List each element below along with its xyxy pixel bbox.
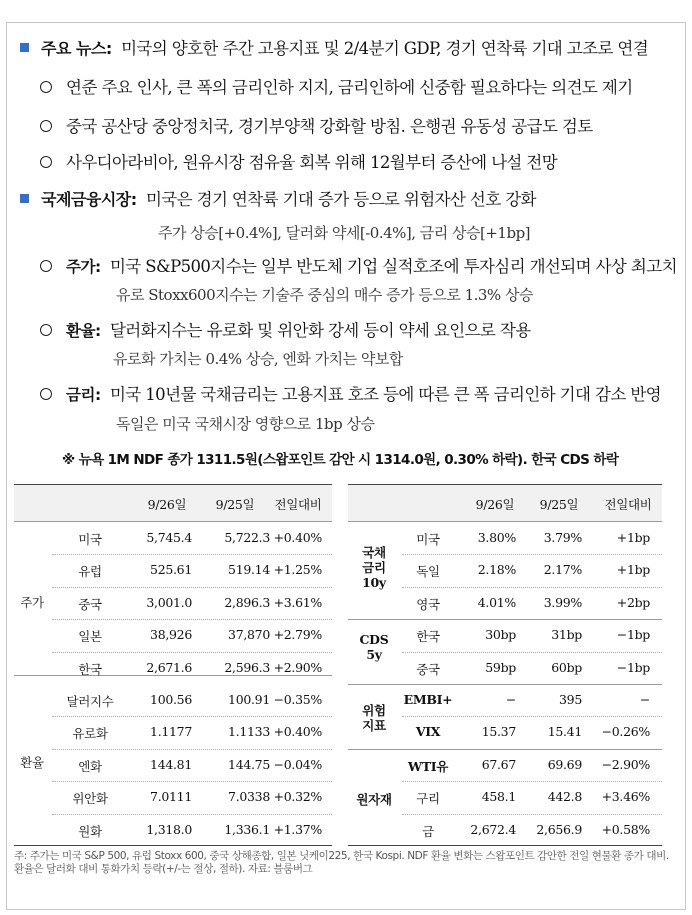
- right-market-table: [348, 484, 662, 846]
- value-date-2: 2.17%: [543, 562, 582, 578]
- market-item-label: 금리:: [66, 386, 101, 404]
- value-change: +0.32%: [273, 789, 322, 805]
- value-date-1: 67.67: [481, 756, 516, 772]
- table-row: [14, 554, 332, 586]
- market-row: [20, 189, 536, 211]
- value-change: −: [639, 692, 650, 707]
- value-change: +0.58%: [601, 821, 650, 837]
- group-risk: 위험 지표: [362, 703, 386, 733]
- value-change: +2bp: [616, 594, 650, 610]
- market-item-detail: 독일은 미국 국채시장 영향으로 1bp 상승: [116, 415, 375, 433]
- market-summary: 주가 상승[+0.4%], 달러화 약세[-0.4%], 금리 상승[+1bp]: [158, 224, 531, 242]
- value-change: −0.26%: [601, 724, 650, 740]
- value-date-2: 395: [559, 692, 582, 707]
- header-date-1: 9/26일: [147, 497, 187, 512]
- value-date-2: 519.14: [228, 562, 270, 578]
- value-change: −0.04%: [273, 756, 322, 772]
- table-row: [348, 684, 662, 716]
- market-item-fx: [40, 320, 531, 342]
- value-date-2: 37,870: [228, 627, 270, 643]
- value-change: −1bp: [616, 627, 650, 643]
- table-row: [14, 749, 332, 781]
- table-row: [14, 652, 332, 684]
- value-date-1: 4.01%: [477, 594, 516, 610]
- value-date-1: 1.1177: [150, 724, 192, 740]
- value-change: +3.61%: [273, 594, 322, 610]
- row-label: 일본: [78, 629, 102, 645]
- row-label: 미국: [416, 532, 440, 547]
- headline-bullet: [40, 152, 557, 174]
- value-date-1: 3.80%: [477, 530, 516, 545]
- row-label: EMBI+: [403, 692, 453, 707]
- value-date-1: 2,671.6: [146, 659, 192, 675]
- table-row: [14, 587, 332, 619]
- square-bullet-icon: [20, 43, 29, 52]
- headline-label: 주요 뉴스:: [41, 39, 112, 58]
- value-date-2: 2,596.3: [224, 659, 270, 675]
- value-change: +0.40%: [273, 724, 322, 740]
- value-date-2: 5,722.3: [224, 530, 270, 545]
- table-row: [348, 652, 662, 684]
- headline-bullet-text: 연준 주요 인사, 큰 폭의 금리인하 지지, 금리인하에 신중함 필요하다는 의견도 제기: [66, 78, 633, 97]
- circle-bullet-icon: [40, 260, 52, 272]
- value-date-1: −: [505, 692, 516, 707]
- headline-bullet-text: 중국 공산당 중앙정치국, 경기부양책 강화할 방침. 은행권 유동성 공급도 검토: [66, 117, 593, 136]
- row-label: 유럽: [78, 564, 102, 580]
- value-change: −1bp: [616, 659, 650, 675]
- value-date-1: 144.81: [150, 756, 192, 772]
- table-header: [14, 485, 332, 522]
- row-label: 한국: [78, 661, 102, 677]
- value-date-1: 458.1: [481, 789, 516, 805]
- footnote: 주: 주가는 미국 S&P 500, 유럽 Stoxx 600, 중국 상해종합, 일본 닛케이225, 한국 Kospi. NDF 환율 변화는 스왑포인트 감안한 전일 현물환 종가 대비. 환율은 달러화 대비 통화가치 등락(+/-는 절상, 절하). 자료: 블룸버그: [14, 850, 669, 875]
- value-change: −0.35%: [273, 692, 322, 707]
- group-fx: 환율: [20, 755, 44, 770]
- value-date-1: 30bp: [485, 627, 516, 643]
- left-market-table: [14, 484, 332, 846]
- circle-bullet-icon: [40, 388, 52, 400]
- value-date-1: 2,672.4: [470, 821, 516, 837]
- row-label: 엔화: [78, 758, 102, 774]
- circle-bullet-icon: [40, 120, 52, 132]
- value-date-2: 144.75: [228, 756, 270, 772]
- value-date-1: 100.56: [150, 692, 192, 707]
- table-row: [14, 522, 332, 554]
- table-row: [14, 684, 332, 716]
- row-label: 금: [422, 823, 434, 839]
- table-row: [348, 814, 662, 846]
- table-row: [14, 781, 332, 813]
- value-date-2: 31bp: [551, 627, 582, 643]
- value-date-2: 2,656.9: [536, 821, 582, 837]
- value-date-2: 15.41: [547, 724, 582, 740]
- value-date-1: 3,001.0: [146, 594, 192, 610]
- circle-bullet-icon: [40, 324, 52, 336]
- group-commodity: 원자재: [356, 792, 392, 807]
- table-row: [14, 619, 332, 651]
- header-change: 전일대비: [604, 497, 652, 512]
- value-date-2: 2,896.3: [224, 594, 270, 610]
- table-row: [14, 716, 332, 748]
- headline-bullet: [40, 77, 633, 99]
- headline-bullet-text: 사우디아라비아, 원유시장 점유율 회복 위해 12월부터 증산에 나설 전망: [66, 153, 558, 172]
- headline-row: [20, 38, 648, 60]
- market-item-text: 미국 S&P500지수는 일부 반도체 기업 실적호조에 투자심리 개선되며 사상 최고치: [109, 257, 677, 276]
- table-header: [348, 485, 662, 522]
- header-change: 전일대비: [274, 497, 322, 512]
- row-label: 독일: [416, 564, 440, 580]
- table-row: [348, 554, 662, 586]
- value-change: +1bp: [616, 562, 650, 578]
- value-date-1: 7.0111: [150, 789, 192, 805]
- row-label: 중국: [78, 596, 102, 612]
- value-date-1: 59bp: [485, 659, 516, 675]
- market-item-label: 환율:: [66, 322, 101, 340]
- header-date-1: 9/26일: [475, 497, 515, 512]
- value-change: −2.90%: [601, 756, 650, 772]
- row-label: 달러지수: [66, 694, 114, 709]
- ndf-note: ※ 뉴욕 1M NDF 종가 1311.5원(스왑포인트 감안 시 1314.0원, 0.30% 하락). 한국 CDS 하락: [62, 452, 619, 468]
- row-label: 유로화: [72, 726, 108, 742]
- table-row: [348, 522, 662, 554]
- row-label: 중국: [416, 661, 440, 677]
- header-date-2: 9/25일: [539, 497, 579, 512]
- row-label: 영국: [416, 596, 440, 612]
- market-text: 미국은 경기 연착륙 기대 증가 등으로 위험자산 선호 강화: [145, 190, 536, 209]
- headline-bullet: [40, 116, 593, 138]
- value-change: +3.46%: [601, 789, 650, 805]
- group-bond-yield: 국채 금리 10y: [362, 545, 386, 590]
- value-date-2: 1,336.1: [224, 821, 270, 837]
- row-label: 위안화: [72, 791, 108, 807]
- value-change: +2.79%: [273, 627, 322, 643]
- square-bullet-icon: [20, 194, 29, 203]
- table-row: [348, 619, 662, 651]
- row-label: WTI유: [407, 758, 449, 774]
- market-item-text: 달러화지수는 유로화 및 위안화 강세 등이 약세 요인으로 작용: [109, 321, 531, 340]
- value-change: +1bp: [616, 530, 650, 545]
- value-change: +1.25%: [273, 562, 322, 578]
- value-change: +1.37%: [273, 821, 322, 837]
- value-date-2: 7.0338: [228, 789, 270, 805]
- value-date-2: 3.79%: [543, 530, 582, 545]
- market-item-label: 주가:: [66, 258, 101, 276]
- value-date-1: 525.61: [150, 562, 192, 578]
- market-item-text: 미국 10년물 국채금리는 고용지표 호조 등에 따른 큰 폭 금리인하 기대 감소 반영: [109, 385, 661, 404]
- value-date-2: 3.99%: [543, 594, 582, 610]
- table-row: [14, 814, 332, 846]
- row-label: 원화: [78, 823, 102, 839]
- circle-bullet-icon: [40, 81, 52, 93]
- value-date-1: 2.18%: [477, 562, 516, 578]
- headline-text: 미국의 양호한 주간 고용지표 및 2/4분기 GDP, 경기 연착륙 기대 고조로 연결: [121, 39, 649, 58]
- value-date-2: 60bp: [551, 659, 582, 675]
- row-label: 미국: [78, 532, 102, 547]
- group-cds: CDS 5y: [359, 632, 389, 662]
- row-label: 구리: [416, 791, 440, 807]
- value-change: +2.90%: [273, 659, 322, 675]
- market-label: 국제금융시장:: [41, 190, 137, 209]
- value-date-1: 15.37: [481, 724, 516, 740]
- value-date-1: 1,318.0: [146, 821, 192, 837]
- value-date-2: 69.69: [547, 756, 582, 772]
- table-row: [348, 587, 662, 619]
- market-item-rates: [40, 384, 661, 406]
- value-date-2: 100.91: [228, 692, 270, 707]
- value-date-2: 442.8: [547, 789, 582, 805]
- row-label: 한국: [416, 629, 440, 645]
- market-item-detail: 유로화 가치는 0.4% 상승, 엔화 가치는 약보합: [113, 350, 403, 368]
- table-row: [348, 749, 662, 781]
- value-date-1: 38,926: [150, 627, 192, 643]
- circle-bullet-icon: [40, 156, 52, 168]
- market-item-detail: 유로 Stoxx600지수는 기술주 중심의 매수 증가 등으로 1.3% 상승: [116, 286, 533, 304]
- value-date-2: 1.1133: [228, 724, 270, 740]
- table-row: [348, 781, 662, 813]
- value-date-1: 5,745.4: [146, 530, 192, 545]
- row-label: VIX: [415, 724, 441, 740]
- value-change: +0.40%: [273, 530, 322, 545]
- table-row: [348, 716, 662, 748]
- market-item-stocks: [40, 256, 677, 278]
- group-stocks: 주가: [20, 595, 44, 610]
- header-date-2: 9/25일: [215, 497, 255, 512]
